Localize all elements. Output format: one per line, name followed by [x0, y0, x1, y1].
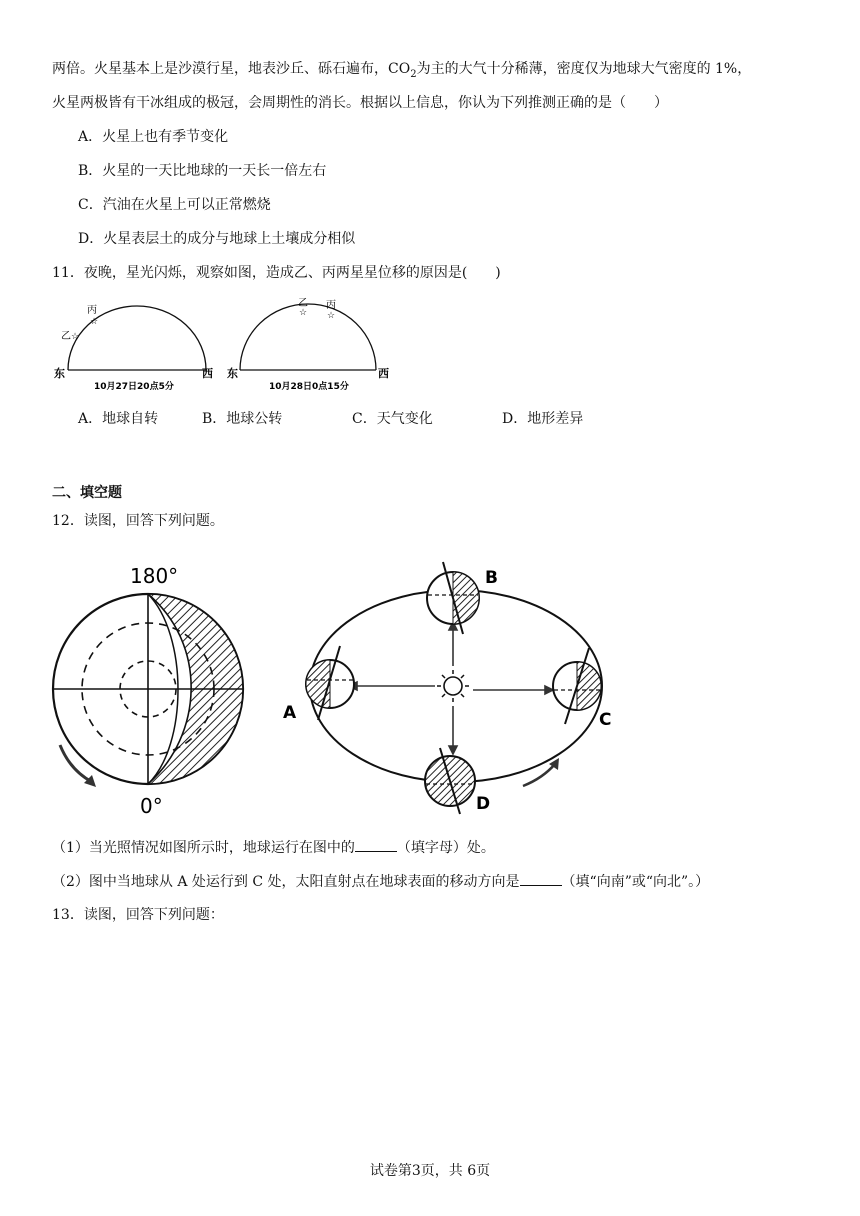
star-figure-1 [50, 298, 225, 390]
label-a: A [283, 703, 297, 723]
figure-1-caption: 10月27日20点5分 [94, 382, 174, 390]
sun-icon [437, 670, 469, 702]
q10-line-1a: 两倍。火星基本上是沙漠行星，地表沙丘、砾石遍布，CO [52, 61, 411, 77]
west-label: 西 [202, 367, 213, 380]
star-icon: ☆ [71, 332, 80, 342]
earth-position-b[interactable] [427, 562, 479, 634]
q12-sub-1-text: （1）当光照情况如图所示时，地球运行在图中的 [52, 840, 355, 856]
q11-option-d[interactable]: D．地形差异 [502, 411, 584, 427]
section-heading: 二、填空题 [52, 485, 122, 501]
label-b: B [485, 568, 498, 588]
figure-2-caption: 10月28日0点15分 [269, 382, 349, 390]
q11-option-b[interactable]: B．地球公转 [202, 411, 283, 427]
answer-blank-2[interactable] [520, 872, 562, 886]
earth-position-d[interactable] [425, 748, 475, 814]
west-label: 西 [378, 367, 389, 380]
page-footer: 试卷第3页，共 6页 [369, 1163, 491, 1179]
q12-stem: 12．读图，回答下列问题。 [52, 513, 224, 529]
q12-sub-1 [52, 838, 495, 857]
q11-option-c[interactable]: C．天气变化 [352, 411, 433, 427]
polar-globe-figure [48, 555, 258, 820]
q10-option-a[interactable]: A．火星上也有季节变化 [78, 129, 229, 145]
q10-option-c[interactable]: C．汽油在火星上可以正常燃烧 [78, 197, 271, 213]
sky-arc [240, 304, 376, 370]
q11-stem: 11．夜晚，星光闪烁，观察如图，造成乙、丙两星星位移的原因是( ) [52, 265, 501, 281]
star-yi-label: 乙 [61, 331, 71, 342]
star-icon: ☆ [90, 317, 99, 327]
revolution-arrow-icon [523, 764, 555, 786]
q10-line-1 [52, 60, 751, 84]
q10-line-2: 火星两极皆有干冰组成的极冠，会周期性的消长。根据以上信息，你认为下列推测正确的是（ ） [52, 95, 668, 111]
star-yi-label: 乙 [298, 298, 308, 309]
east-label: 东 [54, 367, 65, 380]
star-bing-label: 丙 [326, 300, 336, 311]
q13-stem: 13．读图，回答下列问题： [52, 907, 224, 923]
star-icon: ☆ [299, 308, 308, 318]
q12-sub-2-text: （2）图中当地球从 A 处运行到 C 处，太阳直射点在地球表面的移动方向是 [52, 874, 520, 890]
q10-option-d[interactable]: D．火星表层土的成分与地球上土壤成分相似 [78, 231, 356, 247]
label-0: 0° [140, 794, 163, 818]
q10-option-b[interactable]: B．火星的一天比地球的一天长一倍左右 [78, 163, 327, 179]
q12-sub-1-hint: （填字母）处。 [396, 840, 495, 856]
orbit-figure [275, 548, 635, 823]
label-d: D [476, 794, 491, 814]
label-180: 180° [130, 564, 179, 588]
label-c: C [599, 710, 612, 730]
q12-sub-2 [52, 872, 709, 891]
q12-sub-2-hint: （填“向南”或“向北”。） [561, 874, 710, 890]
star-bing-label: 丙 [87, 305, 97, 316]
q10-line-1b: 为主的大气十分稀薄，密度仅为地球大气密度的 1%， [416, 61, 752, 77]
q11-option-a[interactable]: A．地球自转 [78, 411, 159, 427]
star-figure-2 [225, 296, 395, 390]
earth-position-c[interactable] [553, 648, 601, 724]
co2-subscript: 2 [410, 68, 417, 80]
star-icon: ☆ [327, 311, 336, 321]
answer-blank-1[interactable] [355, 838, 397, 852]
east-label: 东 [227, 367, 238, 380]
